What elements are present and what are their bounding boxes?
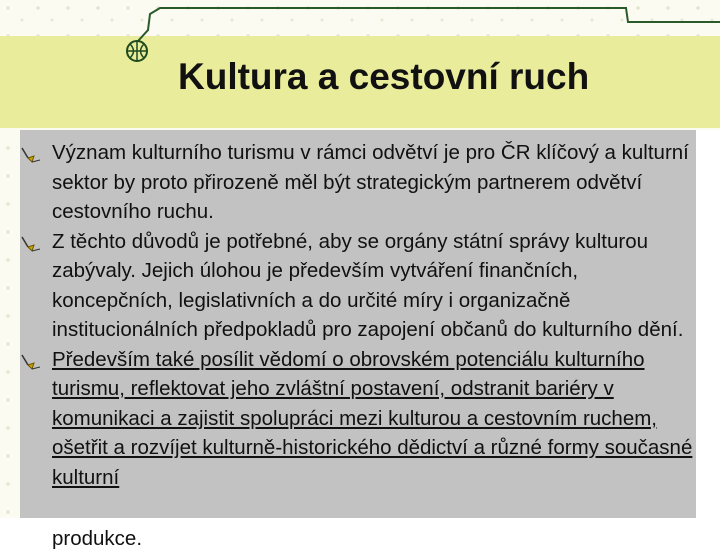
pencil-bullet-icon bbox=[20, 144, 42, 164]
content-area bbox=[20, 130, 696, 518]
list-item bbox=[20, 138, 696, 227]
bullet-text-linked[interactable]: Především také posílit vědomí o obrovském potenciálu kulturního turismu, reflektovat jeho zvláštní postavení, odstranit bariéry v komunikaci a zajistit spolupráci mezi kulturou a cestovním ruchem, ošetřit a rozvíjet kulturně-historického dědictví a různé formy současné kulturní bbox=[52, 347, 693, 489]
slide-title: Kultura a cestovní ruch bbox=[178, 56, 590, 97]
bullet-text: Z těchto důvodů je potřebné, aby se orgány státní správy kulturou zabývaly. Jejich úlohou je především vytváření finančních, koncepčních, legislativních a do určité míry i organizačně institucionálních předpokladů pro zapojení občanů do kulturního dění. bbox=[52, 229, 684, 341]
globe-ornament-icon bbox=[127, 41, 147, 61]
bullet-text: Význam kulturního turismu v rámci odvětví je pro ČR klíčový a kulturní sektor by proto přirozeně měl být strategickým partnerem odvětví cestovního ruchu. bbox=[52, 141, 689, 223]
pencil-bullet-icon bbox=[20, 351, 42, 371]
overflow-text: produkce. bbox=[52, 527, 143, 550]
pencil-bullet-icon bbox=[20, 233, 42, 253]
right-margin bbox=[696, 130, 720, 518]
list-item bbox=[20, 227, 696, 345]
bullet-list bbox=[20, 138, 696, 492]
list-item bbox=[20, 345, 696, 493]
